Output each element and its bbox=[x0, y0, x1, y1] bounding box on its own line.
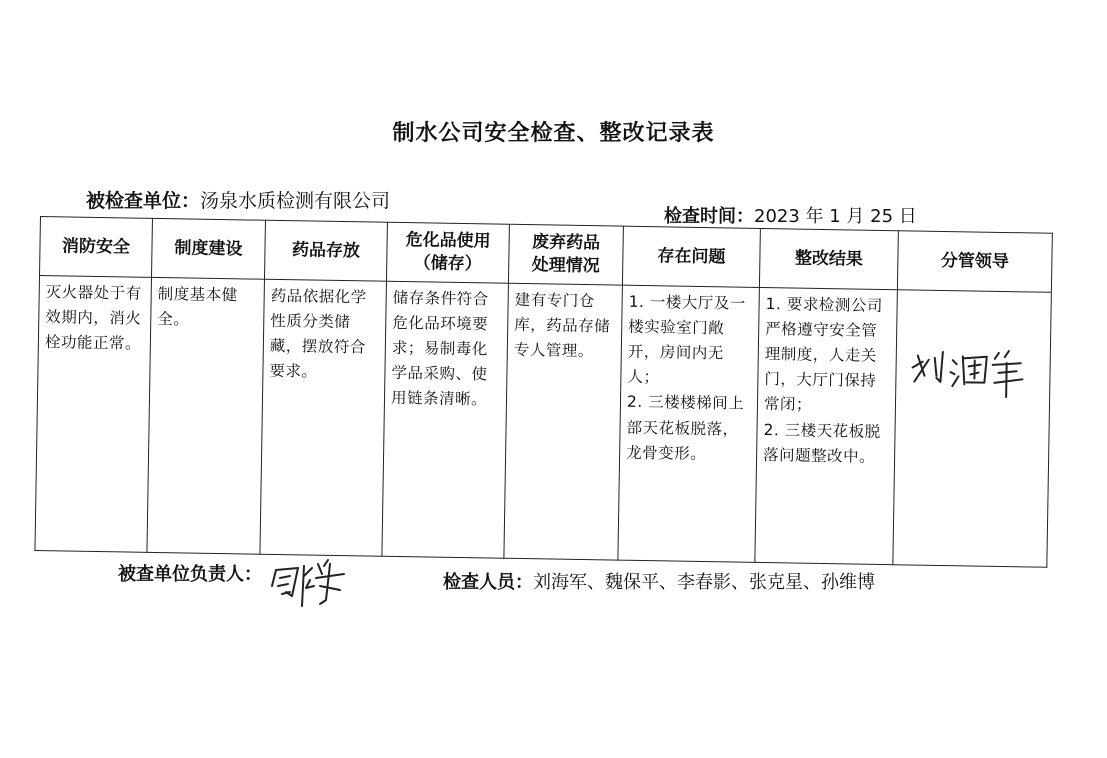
header-hazardous-chemicals: 危化品使用 （储存） bbox=[386, 222, 509, 283]
inspection-date bbox=[664, 202, 917, 228]
page-title: 制水公司安全检查、整改记录表 bbox=[392, 121, 715, 146]
inspection-date-value: 2023 年 1 月 25 日 bbox=[754, 206, 917, 227]
cell-waste-disposal: 建有专门仓库，药品存储专人管理。 bbox=[504, 283, 623, 560]
header-waste-disposal: 废弃药品 处理情况 bbox=[508, 224, 623, 285]
leader-signature bbox=[908, 345, 1034, 407]
header-leader: 分管领导 bbox=[897, 231, 1052, 293]
cell-hazardous-chemicals: 储存条件符合危化品环境要求；易制毒化学品采购、使用链条清晰。 bbox=[382, 281, 509, 558]
responsible-signature bbox=[268, 556, 348, 612]
inspected-unit-value: 汤泉水质检测有限公司 bbox=[200, 190, 391, 212]
record-table-wrapper bbox=[34, 216, 1051, 568]
cell-rectification: 1. 要求检测公司严格遵守安全管理制度，人走关门，大厅门保持常闭； 2. 三楼天花板脱落问题整改中。 bbox=[755, 287, 898, 564]
header-system-building: 制度建设 bbox=[151, 218, 265, 279]
header-existing-issues: 存在问题 bbox=[622, 226, 760, 287]
inspected-unit-label: 被检查单位： bbox=[86, 190, 201, 212]
cell-chemical-storage: 药品依据化学性质分类储藏，摆放符合要求。 bbox=[260, 279, 387, 556]
responsible-person-label: 被查单位负责人： bbox=[118, 564, 262, 585]
record-table bbox=[34, 216, 1052, 568]
inspection-date-label: 检查时间： bbox=[664, 206, 754, 227]
cell-existing-issues: 1. 一楼大厅及一楼实验室门敞开，房间内无人； 2. 三楼楼梯间上部天花板脱落，龙骨变形。 bbox=[618, 285, 760, 562]
header-chemical-storage: 药品存放 bbox=[264, 220, 387, 281]
inspectors-value: 刘海军、魏保平、李春影、张克星、孙维博 bbox=[533, 572, 875, 593]
inspectors bbox=[443, 568, 875, 594]
cell-leader-signature bbox=[893, 290, 1052, 568]
inspected-unit bbox=[86, 186, 390, 213]
table-row bbox=[35, 276, 1051, 568]
cell-fire-safety: 灭火器处于有效期内，消火栓功能正常。 bbox=[35, 276, 152, 553]
inspectors-label: 检查人员： bbox=[443, 572, 533, 593]
header-fire-safety: 消防安全 bbox=[40, 217, 153, 278]
header-rectification: 整改结果 bbox=[759, 228, 898, 289]
cell-system-building: 制度基本健全。 bbox=[147, 277, 265, 554]
